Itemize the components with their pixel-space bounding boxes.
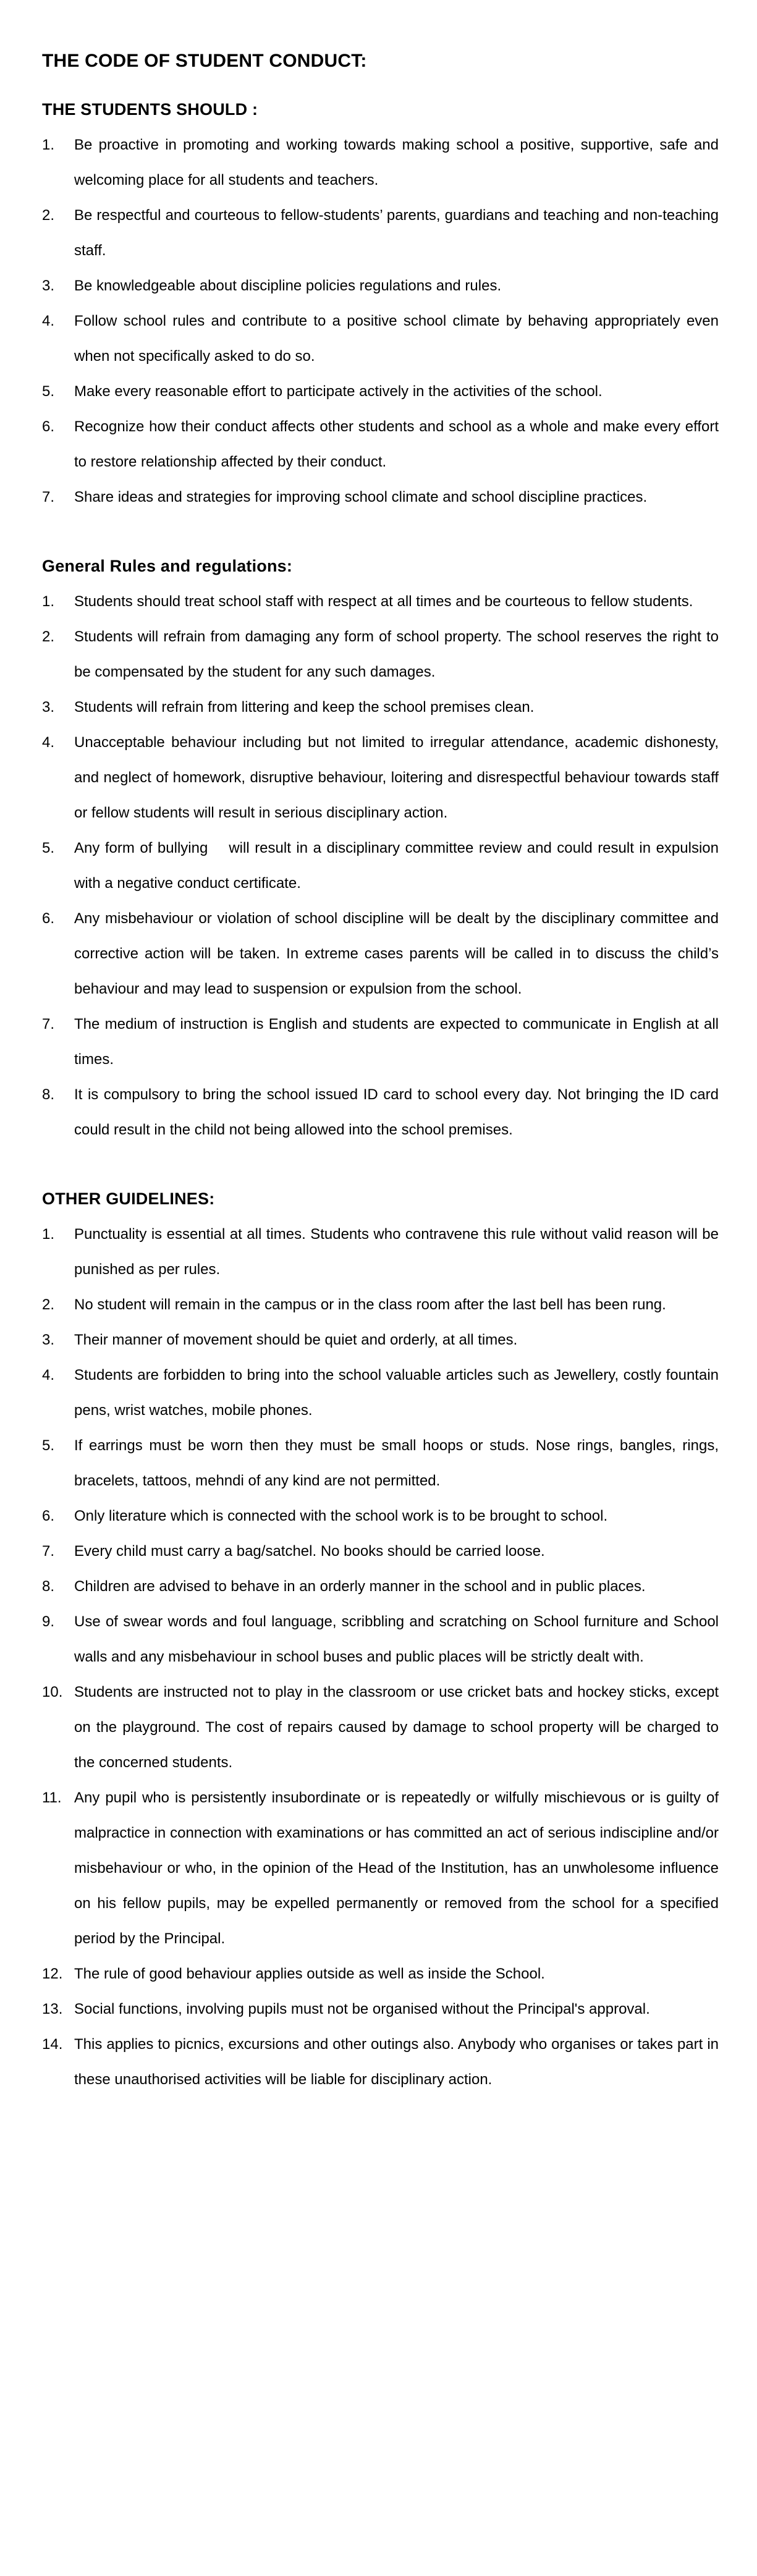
item-text: Be respectful and courteous to fellow-students’ parents, guardians and teaching and non-teaching staff. — [74, 207, 723, 259]
item-text: Recognize how their conduct affects other students and school as a whole and make every effort to restore relationship affected by their conduct. — [74, 418, 723, 470]
list-item — [42, 2027, 723, 2097]
item-number: 3. — [42, 1332, 55, 1348]
list-item — [42, 374, 719, 409]
list-item — [42, 1991, 719, 2027]
item-text: Social functions, involving pupils must not be organised without the Principal's approval. — [74, 2001, 650, 2017]
section-heading: THE STUDENTS SHOULD : — [42, 100, 258, 119]
item-number: 2. — [42, 1296, 55, 1313]
item-number: 4. — [42, 313, 55, 329]
item-number: 4. — [42, 734, 55, 751]
item-text: Students will refrain from damaging any form of school property. The school reserves the right to be compensated by the student for any such damages. — [74, 628, 723, 680]
list-item — [42, 1358, 723, 1428]
list-item — [42, 1569, 719, 1604]
list-item — [42, 1780, 723, 1956]
item-text: The medium of instruction is English and students are expected to communicate in English at all times. — [74, 1016, 723, 1068]
item-number: 3. — [42, 699, 55, 716]
item-text: Any form of bullying will result in a disciplinary committee review and could result in expulsion with a negative conduct certificate. — [74, 840, 723, 892]
list-item — [42, 268, 719, 303]
list-item — [42, 1428, 723, 1498]
item-text: Any pupil who is persistently insubordinate or is repeatedly or wilfully mischievous or is guilty of malpractice in connection with examinations or has committed an act of serious indiscipline and/or misbehaviour or who, in the opinion of the Head of the Institution, has an unwholesome influence on his fellow pupils, may be expelled permanently or removed from the school for a specified period by the Principal. — [74, 1789, 723, 1947]
list-item — [42, 1077, 723, 1147]
item-number: 1. — [42, 137, 55, 153]
section-heading: General Rules and regulations: — [42, 557, 293, 575]
item-number: 2. — [42, 628, 55, 645]
item-number: 7. — [42, 1543, 55, 1560]
item-number: 7. — [42, 1016, 55, 1033]
item-text: No student will remain in the campus or in the class room after the last bell has been rung. — [74, 1296, 666, 1313]
item-number: 10. — [42, 1684, 63, 1700]
list-item — [42, 1217, 723, 1287]
item-number: 5. — [42, 383, 55, 400]
item-text: This applies to picnics, excursions and other outings also. Anybody who organises or takes part in these unauthorised activities will be liable for disciplinary action. — [74, 2036, 723, 2088]
item-number: 6. — [42, 418, 55, 435]
list-item — [42, 725, 723, 830]
list-item — [42, 127, 723, 198]
item-number: 12. — [42, 1966, 63, 1982]
list-item — [42, 584, 719, 619]
list-item — [42, 479, 719, 515]
rules-list — [42, 584, 723, 1147]
list-item — [42, 1604, 723, 1674]
item-text: Be knowledgeable about discipline policies regulations and rules. — [74, 277, 502, 294]
item-text: Children are advised to behave in an orderly manner in the school and in public places. — [74, 1578, 646, 1595]
item-text: Be proactive in promoting and working towards making school a positive, supportive, safe and welcoming place for all students and teachers. — [74, 137, 723, 188]
list-item — [42, 690, 719, 725]
section-general-rules — [42, 549, 723, 1147]
list-item — [42, 1287, 719, 1322]
rules-list — [42, 127, 723, 515]
item-text: Follow school rules and contribute to a positive school climate by behaving appropriately even when not specifically asked to do so. — [74, 313, 723, 365]
item-number: 4. — [42, 1367, 55, 1383]
item-text: Every child must carry a bag/satchel. No books should be carried loose. — [74, 1543, 545, 1560]
item-number: 14. — [42, 2036, 63, 2053]
item-number: 7. — [42, 489, 55, 505]
rules-list — [42, 1217, 723, 2097]
item-text: Students are instructed not to play in the classroom or use cricket bats and hockey sticks, except on the playground. The cost of repairs caused by damage to school property will be charged to the concerned students. — [74, 1684, 723, 1771]
item-text: If earrings must be worn then they must be small hoops or studs. Nose rings, bangles, rings, bracelets, tattoos, mehndi of any kind are not permitted. — [74, 1437, 723, 1489]
list-item — [42, 198, 723, 268]
section-other-guidelines — [42, 1181, 723, 2097]
list-item — [42, 619, 723, 690]
list-item — [42, 830, 723, 901]
item-text: Share ideas and strategies for improving school climate and school discipline practices. — [74, 489, 648, 505]
item-number: 9. — [42, 1613, 55, 1630]
item-number: 6. — [42, 1508, 55, 1524]
item-number: 11. — [42, 1789, 62, 1806]
list-item — [42, 303, 723, 374]
list-item — [42, 901, 723, 1007]
item-text: Their manner of movement should be quiet and orderly, at all times. — [74, 1332, 518, 1348]
item-text: Only literature which is connected with the school work is to be brought to school. — [74, 1508, 608, 1524]
item-number: 5. — [42, 1437, 55, 1454]
section-students-should — [42, 92, 723, 515]
item-number: 1. — [42, 593, 55, 610]
list-item — [42, 1007, 723, 1077]
list-item — [42, 1322, 719, 1358]
item-text: Any misbehaviour or violation of school discipline will be dealt by the disciplinary committee and corrective action will be taken. In extreme cases parents will be called in to discuss the child’s behaviour and may lead to suspension or expulsion from the school. — [74, 910, 723, 997]
item-number: 8. — [42, 1578, 55, 1595]
item-text: Unacceptable behaviour including but not limited to irregular attendance, academic dishonesty, and neglect of homework, disruptive behaviour, loitering and disrespectful behaviour towards staff or fellow students will result in serious disciplinary action. — [74, 734, 723, 821]
item-number: 5. — [42, 840, 55, 856]
item-text: Students will refrain from littering and keep the school premises clean. — [74, 699, 535, 716]
item-number: 1. — [42, 1226, 55, 1243]
list-item — [42, 1956, 719, 1991]
list-item — [42, 1498, 719, 1534]
list-item — [42, 409, 723, 479]
item-text: Students should treat school staff with respect at all times and be courteous to fellow students. — [74, 593, 693, 610]
item-number: 2. — [42, 207, 55, 224]
document-title: THE CODE OF STUDENT CONDUCT: — [42, 51, 367, 71]
item-number: 3. — [42, 277, 55, 294]
item-number: 8. — [42, 1086, 55, 1103]
item-number: 13. — [42, 2001, 63, 2017]
item-text: Punctuality is essential at all times. Students who contravene this rule without valid reason will be punished as per rules. — [74, 1226, 723, 1278]
item-text: It is compulsory to bring the school issued ID card to school every day. Not bringing the ID card could result in the child not being allowed into the school premises. — [74, 1086, 723, 1138]
item-text: Use of swear words and foul language, scribbling and scratching on School furniture and School walls and any misbehaviour in school buses and public places will be strictly dealt with. — [74, 1613, 723, 1665]
item-number: 6. — [42, 910, 55, 927]
item-text: Make every reasonable effort to participate actively in the activities of the school. — [74, 383, 603, 400]
item-text: The rule of good behaviour applies outside as well as inside the School. — [74, 1966, 545, 1982]
section-heading: OTHER GUIDELINES: — [42, 1189, 215, 1208]
list-item — [42, 1674, 723, 1780]
list-item — [42, 1534, 719, 1569]
item-text: Students are forbidden to bring into the school valuable articles such as Jewellery, costly fountain pens, wrist watches, mobile phones. — [74, 1367, 723, 1419]
